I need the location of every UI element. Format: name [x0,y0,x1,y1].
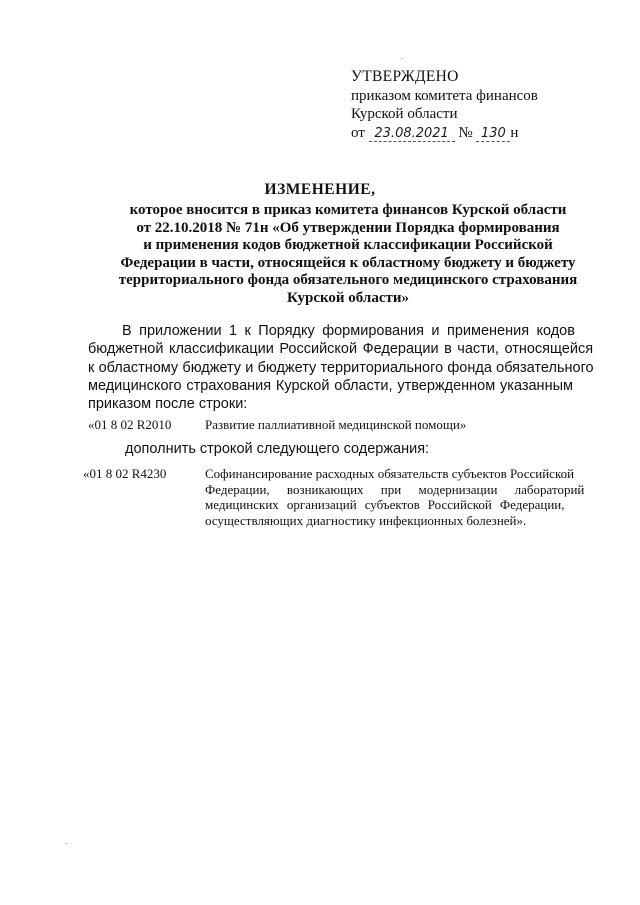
description-line: Софинансирование расходных обязательств субъектов Российской [205,466,575,481]
approval-line-1: приказом комитета финансов [351,87,538,104]
document-title: ИЗМЕНЕНИЕ, [264,181,376,198]
subtitle-line: и применения кодов бюджетной классификации Российской [143,237,553,254]
body-paragraph [88,322,594,413]
paragraph-line: к областному бюджету и бюджету территориального фонда обязательного [88,359,594,376]
new-row-description [205,466,585,528]
scan-speck [65,843,67,844]
approval-title: УТВЕРЖДЕНО [351,68,459,85]
subtitle-line: Федерации в части, относящейся к областному бюджету и бюджету [120,254,576,271]
approval-date-line [351,124,538,143]
document-subtitle [116,202,580,308]
subtitle-line: территориального фонда обязательного медицинского страхования [118,272,578,289]
paragraph-line: медицинского страхования Курской области, утвержденном указанным [88,377,573,394]
existing-row-description: Развитие паллиативной медицинской помощи» [205,417,467,432]
approval-line-2: Курской области [351,106,458,122]
handwritten-date: 23.08.2021 [369,127,455,142]
paragraph-line: приказом после строки: [88,396,248,413]
description-line: медицинских организаций субъектов Российской Федерации, [205,497,565,512]
number-sign: № [458,124,473,141]
new-row-code: «01 8 02 R4230 [83,466,167,481]
description-line: осуществляющих диагностику инфекционных болезней». [205,512,527,528]
subtitle-line: которое вносится в приказ комитета финансов Курской области [129,202,567,218]
number-suffix: н [510,124,519,141]
from-prefix: от [351,124,365,141]
paragraph-line: В приложении 1 к Порядку формирования и применения кодов [122,323,575,339]
add-instruction: дополнить строкой следующего содержания: [125,441,430,457]
paragraph-line: бюджетной классификации Российской Федерации в части, относящейся [88,341,594,358]
approval-block [351,68,538,142]
subtitle-line: Курской области» [286,289,410,306]
description-line: Федерации, возникающих при модернизации лабораторий [205,481,585,497]
subtitle-line: от 22.10.2018 № 71н «Об утверждении Порядка формирования [136,219,560,236]
handwritten-number: 130 [476,127,510,142]
scan-speck [401,58,403,59]
existing-row-code: «01 8 02 R2010 [88,417,172,432]
